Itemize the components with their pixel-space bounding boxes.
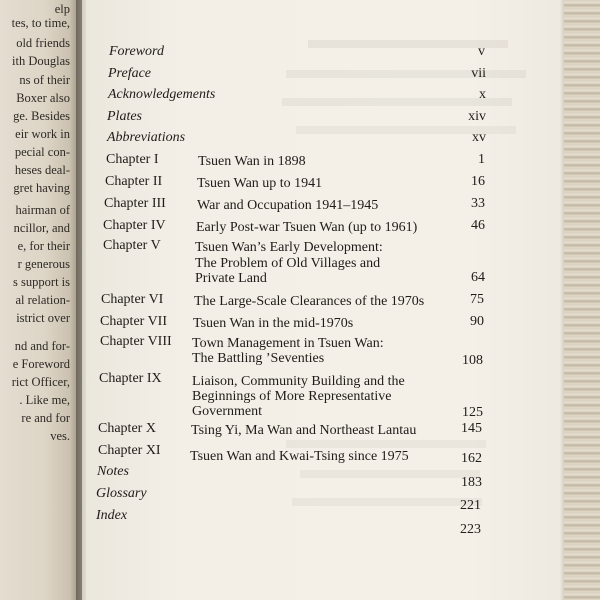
left-page-line: re and for — [21, 411, 70, 425]
toc-chapter-label: Chapter III — [104, 196, 166, 211]
toc-entry-page: 223 — [460, 522, 481, 537]
toc-chapter-label: Chapter V — [103, 238, 161, 253]
toc-entry-chapter-5-page — [0, 270, 600, 290]
left-page-line: tes, to time, — [11, 16, 70, 30]
toc-entry-page: 1 — [478, 152, 485, 167]
toc-chapter-label: Chapter IV — [103, 218, 166, 233]
toc-entry-chapter-11[interactable] — [0, 443, 600, 466]
toc-entry-index[interactable] — [0, 508, 600, 537]
left-page-line: ves. — [50, 429, 70, 443]
toc-entry-page: v — [478, 44, 485, 59]
left-page-line: s support is — [13, 275, 70, 289]
toc-entry-page: xv — [472, 130, 486, 145]
toc-chapter-title: War and Occupation 1941–1945 — [197, 198, 379, 213]
left-page-line: heses deal- — [14, 163, 70, 177]
toc-chapter-label: Chapter XI — [98, 443, 161, 458]
toc-entry-label: Acknowledgements — [108, 87, 216, 102]
toc-entry-label: Notes — [97, 464, 129, 479]
toc-chapter-title: Tsing Yi, Ma Wan and Northeast Lantau — [191, 423, 417, 438]
toc-entry-page: 64 — [471, 270, 485, 285]
toc-entry-page: 46 — [471, 218, 485, 233]
toc-chapter-title: Tsuen Wan up to 1941 — [197, 176, 323, 191]
toc-entry-notes[interactable] — [0, 464, 600, 490]
toc-chapter-title: Tsuen Wan in the mid-1970s — [193, 316, 354, 331]
left-page-line: . Like me, — [19, 393, 70, 407]
toc-chapter-title-line: Beginnings of More Representative — [192, 389, 392, 404]
toc-entry-page: vii — [471, 66, 486, 81]
toc-entry-page: x — [479, 87, 486, 102]
toc-chapter-title: Tsuen Wan in 1898 — [198, 154, 306, 169]
toc-chapter-title-line: The Problem of Old Villages and — [195, 256, 381, 271]
toc-chapter-title: The Large-Scale Clearances of the 1970s — [194, 294, 425, 309]
toc-entry-glossary[interactable] — [0, 486, 600, 513]
toc-chapter-title-line: The Battling ’Seventies — [192, 351, 325, 366]
toc-chapter-label: Chapter I — [106, 152, 159, 167]
left-page-line: old friends — [16, 36, 70, 50]
left-page-line: pecial con- — [14, 145, 70, 159]
left-page-line: e Foreword — [12, 357, 70, 371]
toc-entry-chapter-2[interactable] — [0, 174, 600, 194]
toc-entry-chapter-6[interactable] — [0, 292, 600, 312]
toc-entry-acknowledgements[interactable] — [0, 87, 600, 107]
toc-chapter-title-line: Government — [192, 404, 262, 419]
toc-entry-page: 75 — [470, 292, 484, 307]
toc-chapter-title: Tsuen Wan and Kwai-Tsing since 1975 — [190, 449, 409, 464]
left-page-line: ncillor, and — [13, 221, 70, 235]
left-page-line: nd and for- — [14, 339, 70, 353]
toc-chapter-label: Chapter II — [105, 174, 163, 189]
toc-entry-abbreviations[interactable] — [0, 130, 600, 150]
toc-entry-page: 33 — [471, 196, 485, 211]
toc-entry-label: Plates — [107, 109, 142, 124]
left-page-line: al relation- — [15, 293, 70, 307]
left-page-line: rict Officer, — [11, 375, 70, 389]
left-page-line: elp — [54, 2, 70, 16]
left-page-line: hairman of — [15, 203, 70, 217]
left-page-line: ns of their — [19, 73, 70, 87]
toc-entry-page: 90 — [470, 314, 484, 329]
toc-entry-chapter-4[interactable] — [0, 218, 600, 238]
toc-chapter-label: Chapter VI — [101, 292, 164, 307]
toc-entry-label: Glossary — [96, 486, 147, 501]
toc-chapter-label: Chapter VIII — [100, 334, 172, 349]
toc-entry-page: 108 — [462, 353, 483, 368]
left-page-line: r generous — [17, 257, 70, 271]
toc-entry-label: Preface — [108, 66, 152, 81]
toc-chapter-title-line: Tsuen Wan’s Early Development: — [195, 240, 383, 255]
toc-entry-label: Index — [96, 508, 128, 523]
toc-entry-chapter-10[interactable] — [0, 421, 600, 441]
toc-entry-page: 145 — [461, 421, 482, 436]
toc-entry-chapter-8-page — [0, 353, 600, 373]
left-page-line: ith Douglas — [12, 54, 70, 68]
toc-chapter-label: Chapter VII — [100, 314, 167, 329]
toc-chapter-title-line: Liaison, Community Building and the — [192, 374, 405, 389]
toc-entry-preface[interactable] — [0, 66, 600, 86]
toc-entry-page: xiv — [468, 109, 486, 124]
toc-entry-chapter-1[interactable] — [0, 152, 600, 172]
toc-entry-chapter-3[interactable] — [0, 196, 600, 216]
left-page-line: istrict over — [16, 311, 70, 325]
toc-entry-page: 183 — [461, 475, 482, 490]
toc-entry-label: Abbreviations — [107, 130, 186, 145]
toc-entry-foreword[interactable] — [0, 44, 600, 64]
toc-entry-chapter-7[interactable] — [0, 314, 600, 334]
left-page-line: Boxer also — [16, 91, 70, 105]
toc-entry-page: 16 — [471, 174, 485, 189]
toc-chapter-label: Chapter X — [98, 421, 156, 436]
toc-entry-label: Foreword — [109, 44, 164, 59]
left-page-line: e, for their — [17, 239, 70, 253]
toc-entry-page: 125 — [462, 405, 483, 420]
left-page-line: gret having — [13, 181, 70, 195]
toc-entry-plates[interactable] — [0, 109, 600, 129]
left-page-line: ge. Besides — [13, 109, 70, 123]
toc-chapter-title-line: Town Management in Tsuen Wan: — [192, 336, 384, 351]
toc-chapter-title-line: Private Land — [195, 271, 267, 286]
toc-entry-page: 221 — [460, 498, 481, 513]
toc-chapter-title: Early Post-war Tsuen Wan (up to 1961) — [196, 220, 418, 235]
toc-entry-page: 162 — [461, 451, 482, 466]
toc-chapter-label: Chapter IX — [99, 371, 162, 386]
left-page-line: eir work in — [15, 127, 70, 141]
